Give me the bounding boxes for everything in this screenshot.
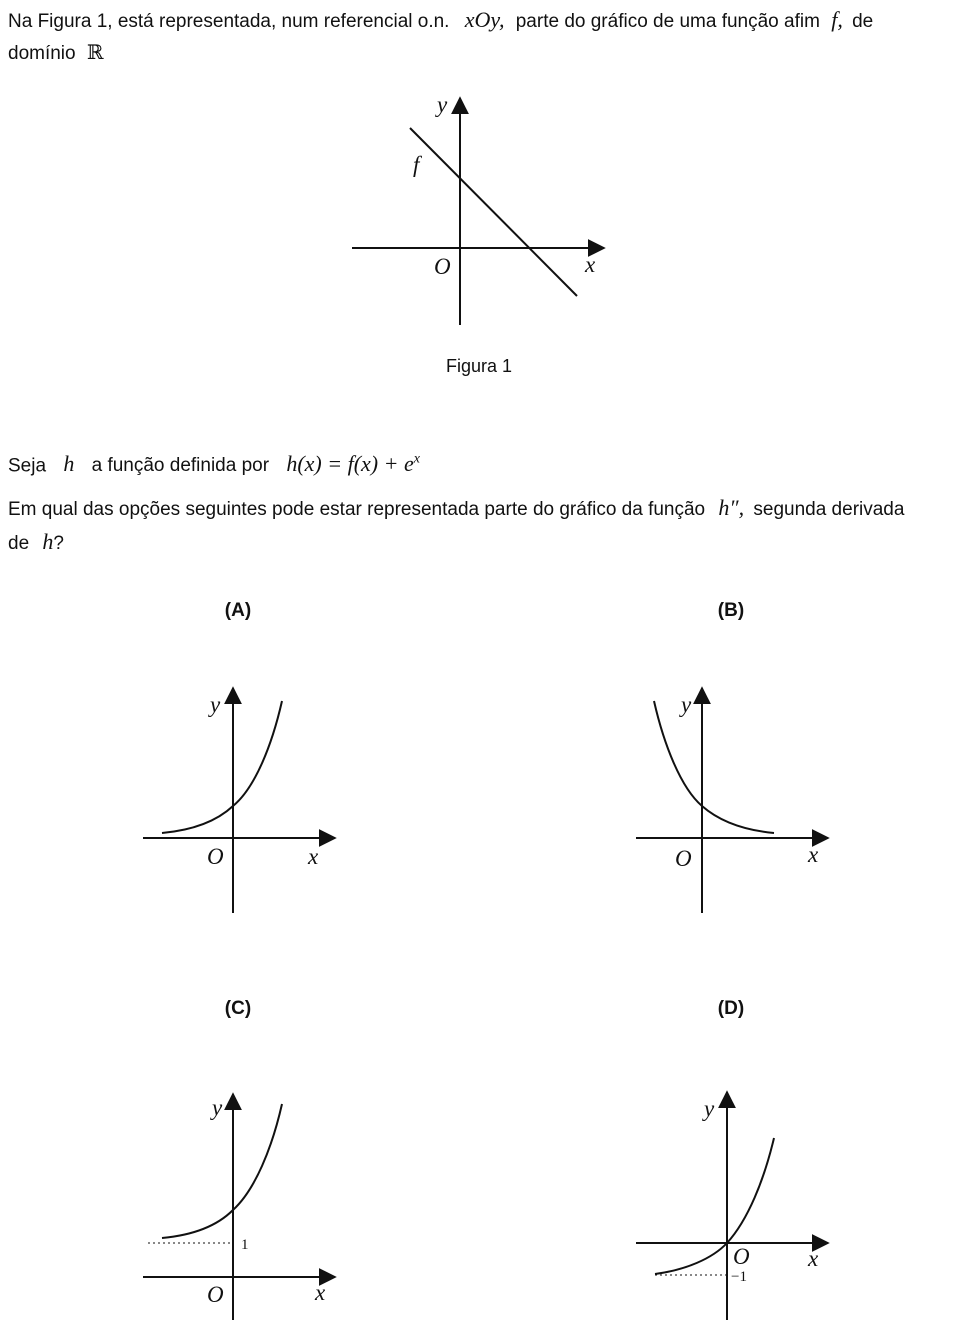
option-b-label-y: y <box>681 692 692 717</box>
option-c-label-1: 1 <box>241 1237 249 1253</box>
question-line-2 <box>8 530 64 556</box>
question-text-b: segunda derivada <box>753 499 905 520</box>
intro-text-b: parte do gráfico de uma função afim <box>515 11 820 32</box>
definition-text-b: a função definida por <box>91 455 270 477</box>
intro-text-a: Na Figura 1, está representada, num referencial o.n. <box>8 11 450 32</box>
option-c-label-y: y <box>212 1095 223 1120</box>
option-c-label-x: x <box>315 1280 326 1305</box>
intro-math-xoy: xOy, <box>464 7 505 32</box>
definition-math-h: h <box>63 451 75 477</box>
option-b-label-o: O <box>675 846 692 871</box>
question-math-h2: h″, <box>718 495 745 520</box>
option-c-curve <box>162 1104 282 1238</box>
definition-text-seja: Seja <box>8 455 47 477</box>
option-a-label-x: x <box>308 844 319 869</box>
intro-text-c: de <box>852 11 874 32</box>
intro-math-f: f, <box>831 7 843 32</box>
option-c-label: (C) <box>224 998 252 1019</box>
question-text-de: de <box>8 533 30 554</box>
option-c-label-o: O <box>207 1282 224 1307</box>
question-line-1 <box>8 496 904 522</box>
option-d-label-y: y <box>704 1096 715 1121</box>
option-b-label: (B) <box>717 600 745 621</box>
option-d-label-x: x <box>808 1246 819 1271</box>
option-d-label-o: O <box>733 1244 750 1269</box>
option-a-label-y: y <box>210 692 221 717</box>
question-math-h: h <box>42 529 54 554</box>
definition-formula-body: h(x) = f(x) + e <box>286 451 414 477</box>
figure-1-label-f: f <box>413 152 420 177</box>
definition-formula <box>286 451 420 476</box>
option-b-curve <box>654 701 774 833</box>
option-a-label: (A) <box>224 600 252 621</box>
option-d-graph <box>636 1092 828 1320</box>
definition-formula-exponent: x <box>413 452 420 467</box>
figure-1-label-o: O <box>434 254 451 279</box>
figure-1-label-x: x <box>585 252 596 277</box>
figure-1-label-y: y <box>437 92 448 117</box>
definition-line <box>8 448 420 478</box>
option-a-curve <box>162 701 282 833</box>
option-c-graph <box>143 1094 335 1320</box>
question-text-a: Em qual das opções seguintes pode estar representada parte do gráfico da função <box>8 499 706 520</box>
option-a-label-o: O <box>207 844 224 869</box>
intro-text-dominio: domínio <box>8 43 76 64</box>
option-d-label: (D) <box>717 998 745 1019</box>
question-mark: ? <box>53 533 64 554</box>
option-b-graph <box>636 688 828 913</box>
option-d-label-minus-1: −1 <box>731 1269 747 1285</box>
option-a-graph <box>143 688 335 913</box>
intro-math-real-set: ℝ <box>86 40 104 64</box>
option-d-curve <box>655 1138 774 1274</box>
option-b-label-x: x <box>808 842 819 867</box>
figure-1-caption: Figura 1 <box>445 356 513 376</box>
